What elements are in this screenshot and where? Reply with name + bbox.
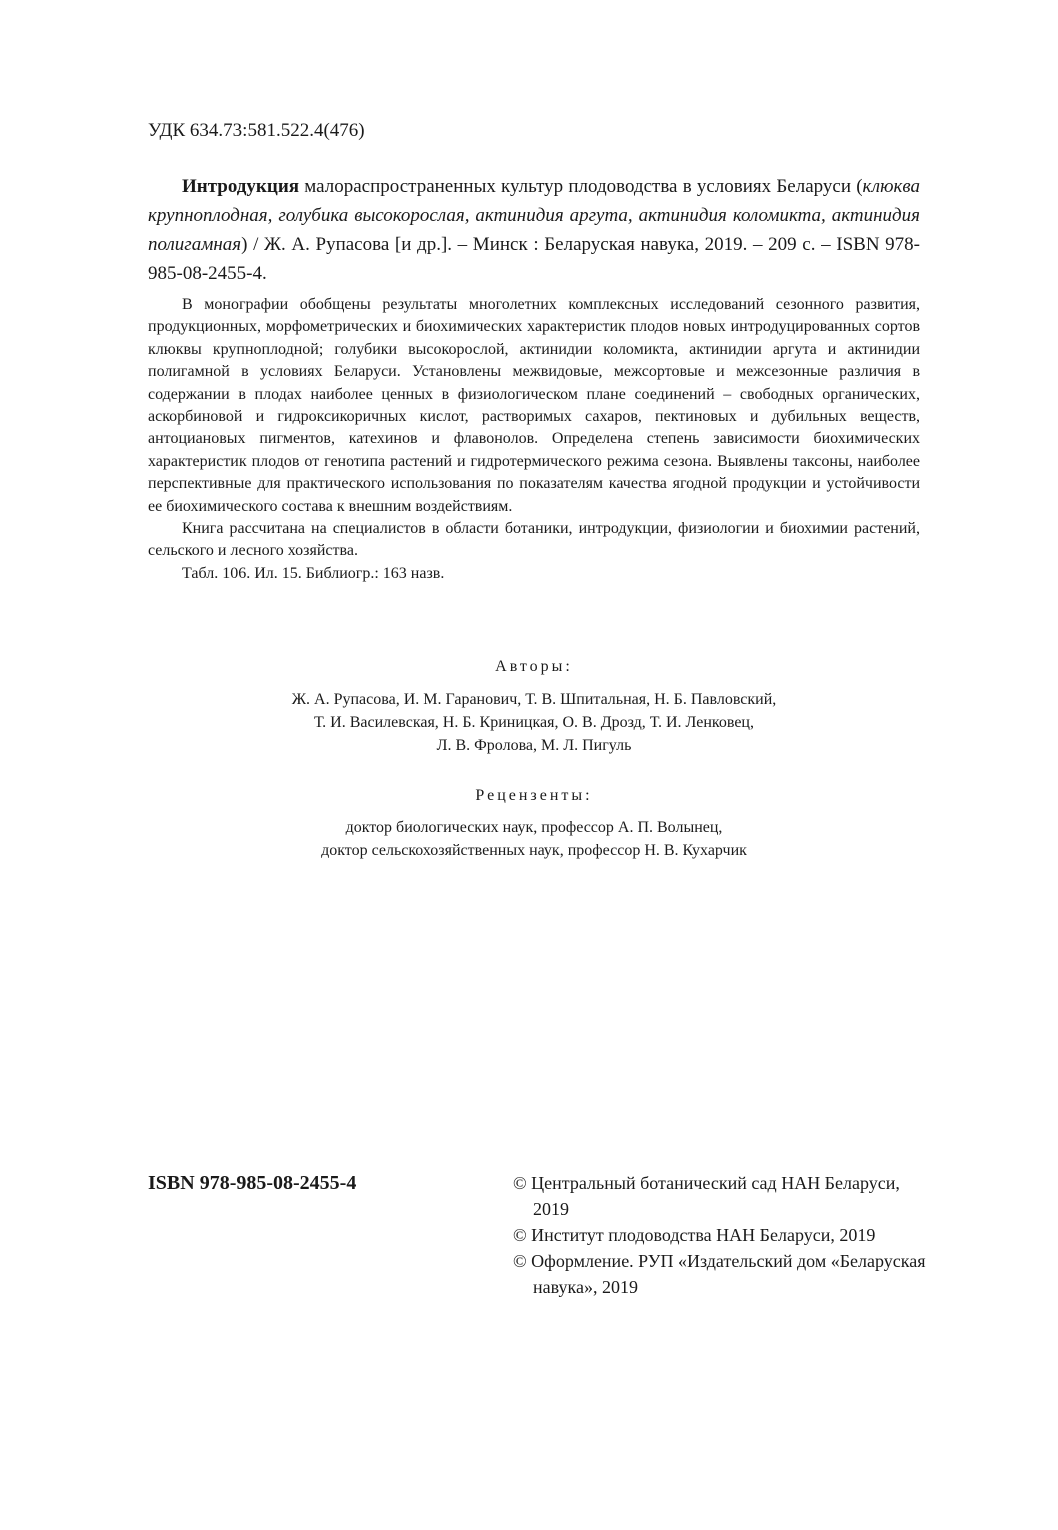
authors-list	[148, 688, 920, 757]
copyright-line: © Институт плодоводства НАН Беларуси, 2019	[513, 1225, 876, 1245]
copyright-line: © Оформление. РУП «Издательский дом «Беларуская навука», 2019	[513, 1251, 926, 1297]
book-title: Интродукция	[182, 176, 300, 197]
abstract-paragraph: В монографии обобщены результаты многолетних комплексных исследований сезонного развития, продукционных, морфометрических и биохимических характеристик плодов новых интродуцированных сортов клюквы крупноплодной; голубики высокорослой, актинидии коломикта, актинидии аргута и актинидии полигамной в условиях Беларуси. Установлены межвидовые, межсортовые и межсезонные различия в содержании в плодах наиболее ценных в физиологическом плане соединений – свободных органических, аскорбиновой и гидроксикоричных кислот, растворимых сахаров, пектиновых и дубильных веществ, антоциановых пигментов, катехинов и флавонолов. Определена степень зависимости биохимических характеристик плодов от генотипа растений и гидротермического режима сезона. Выявлены таксоны, наиболее перспективные для практического использования по показателям качества ягодной продукции и устойчивости ее биохимического состава к внешним воздействиям.	[148, 296, 920, 515]
reviewer-line: доктор биологических наук, профессор А. П. Волынец,	[345, 819, 723, 836]
abstract-paragraph: Книга рассчитана на специалистов в области ботаники, интродукции, физиологии и биохимии растений, сельского и лесного хозяйства.	[148, 520, 920, 560]
abstract-stats: Табл. 106. Ил. 15. Библиогр.: 163 назв.	[182, 564, 445, 582]
reviewer-line: доктор сельскохозяйственных наук, профессор Н. В. Кухарчик	[321, 842, 747, 859]
authors-line: Ж. А. Рупасова, И. М. Гаранович, Т. В. Шпитальная, Н. Б. Павловский,	[291, 691, 777, 708]
isbn: ISBN 978-985-08-2455-4	[148, 1172, 357, 1194]
authors-line: Л. В. Фролова, М. Л. Пигуль	[436, 737, 632, 754]
authors-heading: Авторы:	[495, 658, 573, 675]
document-page	[148, 0, 926, 1530]
publication-details: ) / Ж. А. Рупасова [и др.]. – Минск : Беларуская навука, 2019. – 209 с. – ISBN 978-985-08-2455-4.	[148, 234, 920, 284]
authors-line: Т. И. Василевская, Н. Б. Криницкая, О. В. Дрозд, Т. И. Ленковец,	[314, 714, 754, 731]
udk-code: УДК 634.73:581.522.4(476)	[148, 120, 365, 141]
book-subtitle: клюква крупноплодная, голубика высокорослая, актинидия аргута, актинидия коломикта, актинидия полигамная	[148, 176, 920, 255]
copyright-block	[513, 1170, 933, 1300]
reviewers-heading: Рецензенты:	[475, 787, 593, 804]
abstract	[148, 294, 920, 585]
copyright-line: © Центральный ботанический сад НАН Беларуси, 2019	[513, 1173, 900, 1219]
bibliographic-record	[148, 172, 920, 288]
reviewers-list	[148, 816, 920, 862]
book-title-continued: малораспространенных культур плодоводства в условиях Беларуси (	[299, 176, 863, 197]
